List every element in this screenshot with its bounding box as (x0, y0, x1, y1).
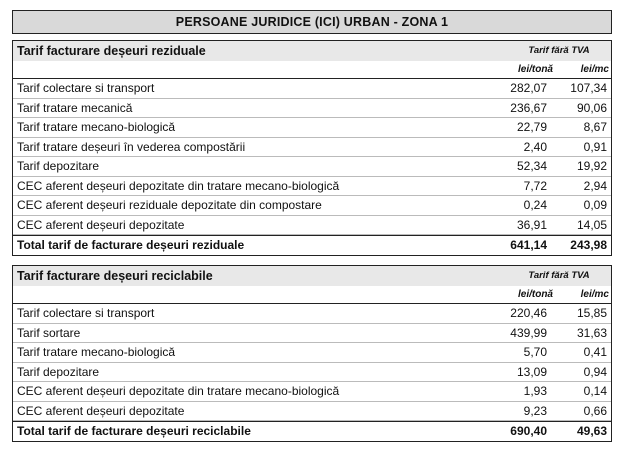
table-row (13, 324, 611, 344)
unit-per-mc: lei/mc (580, 289, 609, 300)
row-label: CEC aferent deșeuri depozitate din tratare mecano-biologică (17, 384, 340, 399)
value-per-ton: 282,07 (510, 81, 547, 96)
value-per-mc: 8,67 (583, 120, 607, 135)
units-row (12, 286, 612, 303)
value-per-mc: 0,91 (583, 139, 607, 154)
value-per-ton: 220,46 (510, 306, 547, 321)
total-per-mc: 243,98 (570, 238, 607, 253)
tariff-table (12, 303, 612, 442)
row-label: CEC aferent deșeuri depozitate (17, 403, 185, 418)
total-label: Total tarif de facturare deșeuri reziduale (17, 238, 245, 253)
total-per-ton: 641,14 (510, 238, 547, 253)
value-per-ton: 36,91 (516, 217, 547, 232)
row-label: Tarif depozitare (17, 364, 100, 379)
section-heading (12, 265, 612, 286)
table-row (13, 79, 611, 99)
tariff-table (12, 78, 612, 256)
value-per-mc: 0,66 (583, 403, 607, 418)
table-row (13, 216, 611, 236)
table-row (13, 304, 611, 324)
section-heading (12, 40, 612, 61)
total-label: Total tarif de facturare deșeuri reciclabile (17, 424, 251, 439)
table-row (13, 363, 611, 383)
unit-per-ton: lei/tonă (517, 289, 553, 300)
unit-per-mc: lei/mc (580, 64, 609, 75)
row-label: Tarif tratare mecanică (17, 100, 133, 115)
unit-per-ton: lei/tonă (517, 64, 553, 75)
value-per-ton: 13,09 (516, 364, 547, 379)
total-row (13, 235, 611, 255)
value-per-ton: 0,24 (523, 198, 547, 213)
total-per-mc: 49,63 (576, 424, 607, 439)
value-per-ton: 439,99 (510, 325, 547, 340)
value-per-mc: 0,09 (583, 198, 607, 213)
section-title: Tarif facturare deșeuri reziduale (17, 44, 206, 58)
row-label: CEC aferent deșeuri depozitate din tratare mecano-biologică (17, 178, 340, 193)
value-per-mc: 14,05 (576, 217, 607, 232)
value-per-mc: 19,92 (576, 159, 607, 174)
value-per-ton: 52,34 (516, 159, 547, 174)
row-label: Tarif sortare (17, 325, 81, 340)
total-per-ton: 690,40 (510, 424, 547, 439)
tva-note: Tarif fără TVA (528, 270, 590, 281)
units-row (12, 61, 612, 78)
section-recyclable-waste (12, 265, 612, 442)
table-row (13, 177, 611, 197)
row-label: Tarif colectare si transport (17, 81, 155, 96)
table-row (13, 99, 611, 119)
value-per-ton: 236,67 (510, 100, 547, 115)
table-row (13, 196, 611, 216)
value-per-ton: 22,79 (516, 120, 547, 135)
value-per-mc: 107,34 (570, 81, 607, 96)
table-row (13, 402, 611, 422)
row-label: CEC aferent deșeuri depozitate (17, 217, 185, 232)
page-title: PERSOANE JURIDICE (ICI) URBAN - ZONA 1 (12, 10, 612, 34)
value-per-mc: 90,06 (576, 100, 607, 115)
table-row (13, 382, 611, 402)
value-per-ton: 1,93 (523, 384, 547, 399)
total-row (13, 421, 611, 441)
table-row (13, 118, 611, 138)
row-label: Tarif tratare mecano-biologică (17, 345, 176, 360)
section-title: Tarif facturare deșeuri reciclabile (17, 269, 213, 283)
value-per-mc: 2,94 (583, 178, 607, 193)
row-label: CEC aferent deșeuri reziduale depozitate din compostare (17, 198, 322, 213)
value-per-ton: 7,72 (523, 178, 547, 193)
table-row (13, 138, 611, 158)
row-label: Tarif tratare mecano-biologică (17, 120, 176, 135)
tva-note: Tarif fără TVA (528, 45, 590, 56)
table-row (13, 343, 611, 363)
section-residual-waste (12, 40, 612, 256)
value-per-mc: 0,14 (583, 384, 607, 399)
value-per-mc: 0,41 (583, 345, 607, 360)
table-row (13, 157, 611, 177)
value-per-mc: 15,85 (576, 306, 607, 321)
value-per-mc: 31,63 (576, 325, 607, 340)
row-label: Tarif depozitare (17, 159, 100, 174)
value-per-ton: 5,70 (523, 345, 547, 360)
value-per-ton: 2,40 (523, 139, 547, 154)
row-label: Tarif colectare si transport (17, 306, 155, 321)
row-label: Tarif tratare deșeuri în vederea compostării (17, 139, 246, 154)
value-per-mc: 0,94 (583, 364, 607, 379)
value-per-ton: 9,23 (523, 403, 547, 418)
